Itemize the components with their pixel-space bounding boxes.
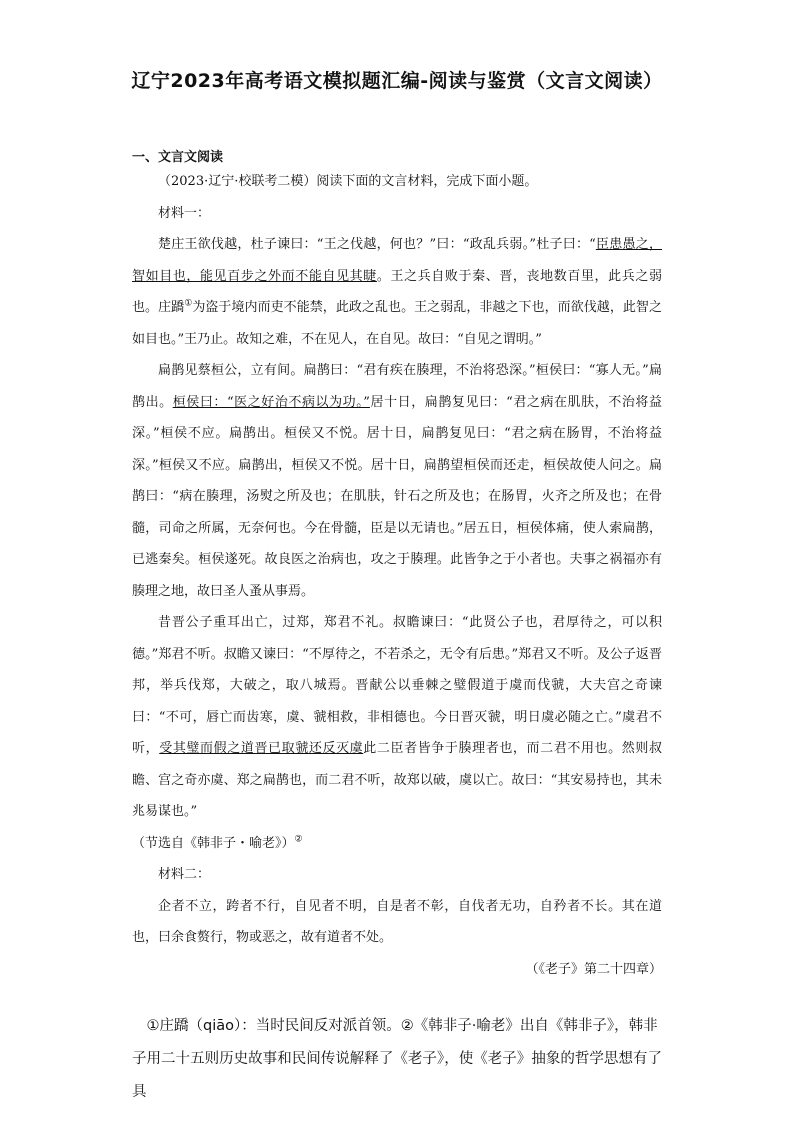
- footnotes: [132, 1010, 662, 1109]
- material-one-label: 材料一：: [158, 205, 211, 221]
- text-run: 扁鹊见蔡桓公，立有间。扁鹊曰：“君有疾在腠理，不治将恐深。”桓侯曰：“寡人无。”扁鹊出。: [132, 363, 662, 410]
- text-run: 居十日，扁鹊复见曰：“君之病在肌肤，不治将益深。”桓侯不应。扁鹊出。桓侯又不悦。居十日，扁鹊复见曰：“君之病在肠胃，不治将益深。”桓侯又不应。扁鹊出，桓侯又不悦。居十日，扁鹊望桓侯而还走，桓侯故使人问之。扁鹊曰：“病在腠理，汤熨之所及也；在肌肤，针石之所及也；在肠胃，火齐之所及也；在骨髓，司命之所属，无奈何也。今在骨髓，臣是以无请也。”居五日，桓侯体痛，使人索扁鹊，已逃秦矣。桓侯遂死。故良医之治病也，攻之于腠理。此皆争之于小者也。夫事之祸福亦有腠理之地，故曰圣人蚤从事焉。: [132, 394, 662, 599]
- passage-body: [132, 166, 662, 985]
- underlined-sentence: 受其璧而假之道晋已取虢还反灭虞: [159, 741, 364, 756]
- footnote-line: 子用二十五则历史故事和民间传说解释了《老子》，使《老子》抽象的哲学思想有了具: [132, 1051, 662, 1100]
- material-one-paragraph-3: [132, 607, 662, 828]
- text-run: 。王之兵自败于秦、晋，丧地数百里，此兵之弱也。庄蹻: [132, 268, 662, 315]
- source-text: （节选自《韩非子・喻老》）: [132, 835, 295, 851]
- underlined-sentence: 臣患愚之，智如目也，能见百步之外而不能自见其睫: [132, 237, 662, 284]
- material-two-paragraph: 企者不立，跨者不行，自见者不明，自是者不彰，自伐者无功，自矜者不长。其在道也，曰余食赘行，物或恶之，故有道者不处。: [132, 898, 662, 945]
- question-intro: （2023·辽宁·校联考二模）阅读下面的文言材料，完成下面小题。: [158, 174, 538, 189]
- source-citation-one: [132, 828, 662, 860]
- source-citation-two: （《老子》第二十四章）: [525, 961, 662, 977]
- text-run: 楚庄王欲伐越，杜子谏曰：“王之伐越，何也？”曰：“政乱兵弱。”杜子曰：“: [158, 237, 596, 252]
- footnote-marker: ①: [184, 298, 193, 309]
- text-run: 为盗于境内而吏不能禁，此政之乱也。王之弱乱，非越之下也，而欲伐越，此智之如目也。”王乃止。故知之难，不在见人，在自见。故曰：“自见之谓明。”: [132, 300, 662, 347]
- text-run: 昔晋公子重耳出亡，过郑，郑君不礼。叔瞻谏曰：“此贤公子也，君厚待之，可以积德。”郑君不听。叔瞻又谏曰：“不厚待之，不若杀之，无令有后患。”郑君又不听。及公子返晋邦，举兵伐郑，大破之，取八城焉。晋献公以垂棘之璧假道于虞而伐虢，大夫宫之奇谏曰：“不可，唇亡而齿寒，虞、虢相救，非相德也。今日晋灭虢，明日虞必随之亡。”虞君不听，: [132, 615, 662, 756]
- material-two-label: 材料二：: [158, 867, 211, 882]
- section-heading: 一、文言文阅读: [132, 150, 224, 165]
- underlined-sentence: 桓侯曰：“医之好治不病以为功。”: [172, 394, 370, 410]
- text-run: 此二臣者皆争于腠理者也，而二君不用也。然则叔瞻、宫之奇亦虞、郑之扁鹊也，而二君不听，故郑以破，虞以亡。故曰：“其安易持也，其未兆易谋也。”: [132, 741, 662, 819]
- footnote-marker: ②: [294, 834, 303, 845]
- footnote-line: ①庄蹻（qiāo）：当时民间反对派首领。②《韩非子·喻老》出自《韩非子》，韩非: [146, 1018, 658, 1034]
- material-one-paragraph-1: [132, 229, 662, 355]
- document-title: 辽宁2023年高考语文模拟题汇编-阅读与鉴赏（文言文阅读）: [131, 70, 663, 92]
- material-one-paragraph-2: [132, 355, 662, 607]
